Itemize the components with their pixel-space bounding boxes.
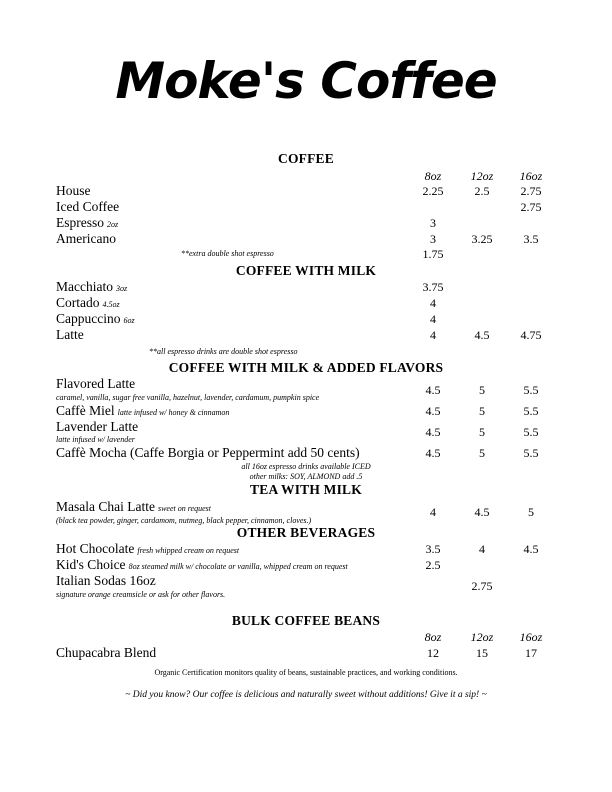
price-chupacabra-8oz: 12 (427, 646, 439, 660)
item-lavender-latte-sub: latte infused w/ lavender (56, 435, 135, 444)
price-masala-16oz: 5 (528, 505, 534, 519)
price-caffe-mocha-8oz: 4.5 (425, 446, 441, 460)
item-cortado-note: 4.5oz (102, 300, 120, 309)
item-flavored-latte: Flavored Latte (56, 376, 136, 391)
price-latte-8oz: 4 (430, 328, 436, 342)
item-caffe-miel-note: latte infused w/ honey & cinnamon (117, 408, 230, 417)
section-coffee-heading: COFFEE (278, 151, 334, 166)
section-tea-heading: TEA WITH MILK (250, 482, 362, 497)
price-americano-8oz: 3 (430, 232, 436, 246)
price-iced-16oz: 2.75 (520, 200, 542, 214)
price-masala-12oz: 4.5 (474, 505, 490, 519)
price-masala-8oz: 4 (430, 505, 436, 519)
price-hot-chocolate-16oz: 4.5 (523, 542, 539, 556)
item-caffe-miel (56, 403, 229, 419)
item-chupacabra: Chupacabra Blend (56, 645, 157, 660)
extra-shot-note: **extra double shot espresso (181, 249, 274, 258)
price-kids-choice-8oz: 2.5 (425, 558, 441, 572)
item-cappuccino-name: Cappuccino (56, 311, 121, 326)
price-cortado-8oz: 4 (430, 296, 436, 310)
item-kids-choice (56, 557, 348, 573)
section-milk-heading: COFFEE WITH MILK (235, 263, 377, 278)
price-espresso-8oz: 3 (430, 216, 436, 230)
price-latte-16oz: 4.75 (520, 328, 542, 342)
item-americano: Americano (56, 231, 116, 246)
item-macchiato-note: 3oz (115, 284, 128, 293)
price-flavored-latte-16oz: 5.5 (523, 383, 539, 397)
item-caffe-mocha: Caffè Mocha (Caffe Borgia or Peppermint add 50 cents) (56, 445, 360, 460)
iced-note: all 16oz espresso drinks available ICED (241, 462, 371, 471)
item-masala-name: Masala Chai Latte (56, 499, 155, 514)
price-chupacabra-12oz: 15 (476, 646, 488, 660)
bulk-size-header-8oz: 8oz (424, 630, 442, 644)
item-cortado (56, 295, 120, 311)
item-hot-chocolate-note: fresh whipped cream on request (137, 546, 240, 555)
item-masala (56, 499, 211, 515)
price-macchiato-8oz: 3.75 (422, 280, 444, 294)
size-header-12oz: 12oz (470, 169, 494, 183)
item-flavored-latte-sub: caramel, vanilla, sugar free vanilla, hazelnut, lavender, cardamum, pumpkin spice (56, 393, 320, 402)
item-cappuccino (56, 311, 135, 327)
price-cappuccino-8oz: 4 (430, 312, 436, 326)
section-bulk-heading: BULK COFFEE BEANS (231, 613, 381, 628)
price-caffe-miel-16oz: 5.5 (523, 404, 539, 418)
item-italian-sodas: Italian Sodas 16oz (56, 573, 156, 588)
size-header-16oz: 16oz (519, 169, 543, 183)
price-lavender-latte-12oz: 5 (479, 425, 485, 439)
double-shot-note: **all espresso drinks are double shot espresso (149, 347, 298, 356)
item-cappuccino-note: 6oz (123, 316, 135, 325)
price-hot-chocolate-8oz: 3.5 (425, 542, 441, 556)
price-lavender-latte-16oz: 5.5 (523, 425, 539, 439)
tagline: ~ Did you know? Our coffee is delicious and naturally sweet without additions! Give it a sip! ~ (125, 690, 487, 700)
price-house-16oz: 2.75 (520, 184, 542, 198)
item-kids-choice-note: 8oz steamed milk w/ chocolate or vanilla, whipped cream on request (128, 562, 348, 571)
item-macchiato (56, 279, 127, 295)
section-flavors-heading: COFFEE WITH MILK & ADDED FLAVORS (168, 360, 444, 375)
price-house-8oz: 2.25 (422, 184, 444, 198)
price-latte-12oz: 4.5 (474, 328, 490, 342)
item-cortado-name: Cortado (56, 295, 100, 310)
item-espresso-name: Espresso (56, 215, 104, 230)
price-caffe-miel-12oz: 5 (479, 404, 485, 418)
item-lavender-latte: Lavender Latte (56, 419, 139, 434)
organic-note: Organic Certification monitors quality of beans, sustainable practices, and working conditions. (154, 668, 458, 677)
price-flavored-latte-12oz: 5 (479, 383, 485, 397)
price-flavored-latte-8oz: 4.5 (425, 383, 441, 397)
item-caffe-miel-name: Caffè Miel (56, 403, 115, 418)
price-italian-sodas-12oz: 2.75 (471, 579, 493, 593)
item-iced-coffee: Iced Coffee (56, 199, 120, 214)
other-milks-note: other milks: SOY, ALMOND add .5 (249, 472, 363, 481)
item-hot-chocolate (56, 541, 239, 557)
price-lavender-latte-8oz: 4.5 (425, 425, 441, 439)
bulk-size-header-12oz: 12oz (470, 630, 494, 644)
section-other-heading: OTHER BEVERAGES (236, 525, 376, 540)
item-house: House (56, 183, 91, 198)
item-macchiato-name: Macchiato (56, 279, 113, 294)
item-kids-choice-name: Kid's Choice (56, 557, 126, 572)
item-italian-sodas-sub: signature orange creamsicle or ask for other flavors. (56, 590, 226, 599)
price-americano-16oz: 3.5 (523, 232, 539, 246)
item-masala-note: sweet on request (157, 504, 211, 513)
menu-title: Moke's Coffee (115, 52, 497, 110)
price-chupacabra-16oz: 17 (525, 646, 537, 660)
item-espresso (56, 215, 118, 231)
price-hot-chocolate-12oz: 4 (479, 542, 485, 556)
item-masala-sub: (black tea powder, ginger, cardamom, nutmeg, black pepper, cinnamon, cloves.) (56, 516, 312, 525)
item-espresso-note: 2oz (107, 220, 119, 229)
price-house-12oz: 2.5 (474, 184, 490, 198)
price-caffe-mocha-12oz: 5 (479, 446, 485, 460)
size-header-8oz: 8oz (424, 169, 442, 183)
item-hot-chocolate-name: Hot Chocolate (56, 541, 135, 556)
bulk-size-header-16oz: 16oz (519, 630, 543, 644)
price-caffe-mocha-16oz: 5.5 (523, 446, 539, 460)
item-latte: Latte (56, 327, 84, 342)
price-americano-12oz: 3.25 (471, 232, 493, 246)
price-caffe-miel-8oz: 4.5 (425, 404, 441, 418)
price-extra-shot: 1.75 (422, 247, 444, 261)
